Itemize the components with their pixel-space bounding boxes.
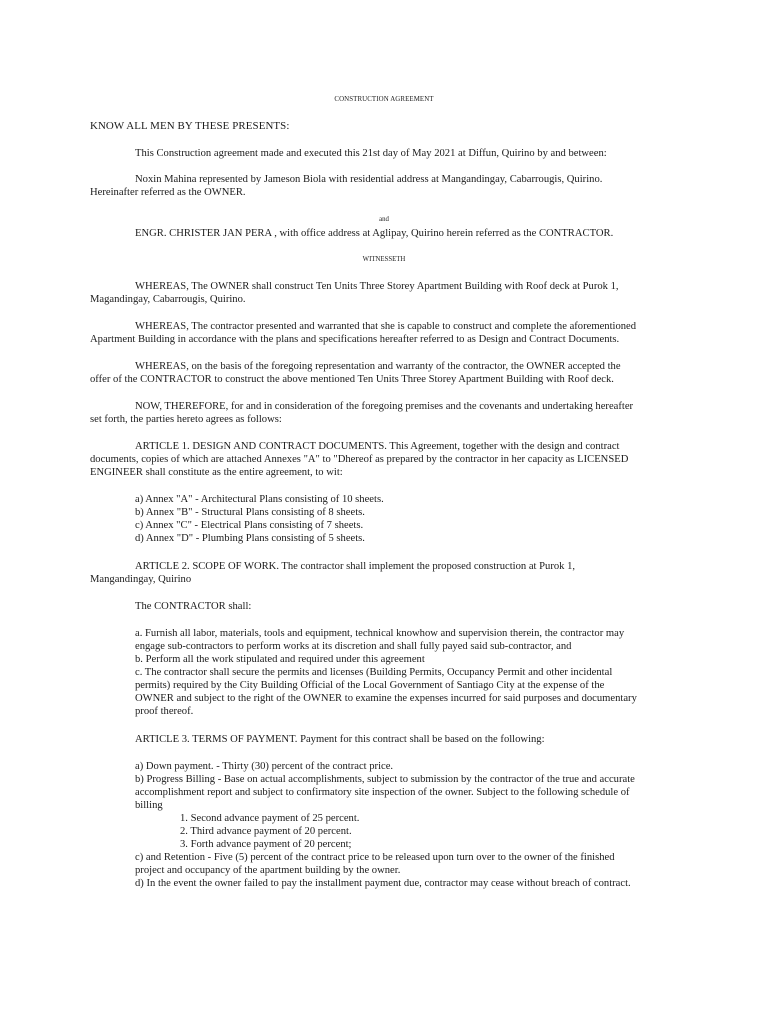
scope-item-line: engage sub-contractors to perform works at its discretion and shall fully payed said sub-contractor, and [135,641,572,652]
scope-item-line: c. The contractor shall secure the permits and licenses (Building Permits, Occupancy Permit and other incidental [135,667,613,678]
retention-line: c) and Retention - Five (5) percent of the contract price to be released upon turn over to the owner of the finished [135,852,615,863]
schedule-item: 2. Third advance payment of 20 percent. [180,826,352,837]
whereas-2-line: Apartment Building in accordance with the plans and specifications hereafter referred to as Design and Contract Documents. [90,334,620,345]
and-word: and [379,216,389,223]
article-3-line: ARTICLE 3. TERMS OF PAYMENT. Payment for this contract shall be based on the following: [135,734,545,745]
whereas-2-line: WHEREAS, The contractor presented and warranted that she is capable to construct and complete the aforementioned [135,321,637,332]
retention-line: d) In the event the owner failed to pay the installment payment due, contractor may cease without breach of contract. [135,878,631,889]
schedule-item: 1. Second advance payment of 25 percent. [180,813,360,824]
scope-item-line: OWNER and subject to the right of the OWNER to examine the expenses incurred for said purposes and documentary [135,693,637,704]
schedule-item: 3. Forth advance payment of 20 percent; [180,839,352,850]
scope-item-line: proof thereof. [135,706,194,717]
payment-item-line: b) Progress Billing - Base on actual accomplishments, subject to submission by the contractor of the true and accurate [135,774,635,785]
annex-item: c) Annex "C" - Electrical Plans consisting of 7 sheets. [135,520,364,531]
whereas-1-line: WHEREAS, The OWNER shall construct Ten Units Three Storey Apartment Building with Roof deck at Purok 1, [135,281,619,292]
contractor-shall-heading: The CONTRACTOR shall: [135,601,252,612]
scope-item-line: a. Furnish all labor, materials, tools and equipment, technical knowhow and supervision therein, the contractor may [135,628,625,639]
document-title: CONSTRUCTION AGREEMENT [334,96,434,103]
whereas-1-line: Magandingay, Cabarrougis, Quirino. [90,294,246,305]
article-1-line: documents, copies of which are attached Annexes "A" to "Dhereof as prepared by the contractor in her capacity as LICENSED [90,454,629,465]
owner-line: Noxin Mahina represented by Jameson Biola with residential address at Mangandingay, Cabarrougis, Quirino. [135,174,603,185]
retention-line: project and occupancy of the apartment building by the owner. [135,865,401,876]
scope-item-line: permits) required by the City Building Official of the Local Government of Santiago City at the expense of the [135,680,605,691]
whereas-3-line: WHEREAS, on the basis of the foregoing representation and warranty of the contractor, the OWNER accepted the [135,361,621,372]
intro-heading: KNOW ALL MEN BY THESE PRESENTS: [90,120,290,132]
article-2-line: ARTICLE 2. SCOPE OF WORK. The contractor shall implement the proposed construction at Purok 1, [135,561,576,572]
annex-item: a) Annex "A" - Architectural Plans consisting of 10 sheets. [135,494,384,505]
now-therefore-line: NOW, THEREFORE, for and in consideration of the foregoing premises and the covenants and undertaking hereafter [135,401,634,412]
scope-item-line: b. Perform all the work stipulated and required under this agreement [135,654,425,665]
payment-item-line: a) Down payment. - Thirty (30) percent of the contract price. [135,761,394,772]
witnesseth-heading: WITNESSETH [362,256,406,263]
whereas-3-line: offer of the CONTRACTOR to construct the above mentioned Ten Units Three Storey Apartment Building with Roof deck. [90,374,614,385]
article-2-line: Mangandingay, Quirino [90,574,192,585]
contractor-line: ENGR. CHRISTER JAN PERA , with office address at Aglipay, Quirino herein referred as the CONTRACTOR. [135,228,614,239]
annex-item: d) Annex "D" - Plumbing Plans consisting of 5 sheets. [135,533,365,544]
payment-item-line: billing [135,800,163,811]
article-1-line: ARTICLE 1. DESIGN AND CONTRACT DOCUMENTS. This Agreement, together with the design and contract [135,441,620,452]
owner-line: Hereinafter referred as the OWNER. [90,187,246,198]
article-1-line: ENGINEER shall constitute as the entire agreement, to wit: [90,467,343,478]
payment-item-line: accomplishment report and subject to confirmatory site inspection of the owner. Subject to the following schedule of [135,787,630,798]
now-therefore-line: set forth, the parties hereto agrees as follows: [90,414,282,425]
annex-item: b) Annex "B" - Structural Plans consisting of 8 sheets. [135,507,365,518]
made-line: This Construction agreement made and executed this 21st day of May 2021 at Diffun, Quirino by and between: [135,148,607,159]
